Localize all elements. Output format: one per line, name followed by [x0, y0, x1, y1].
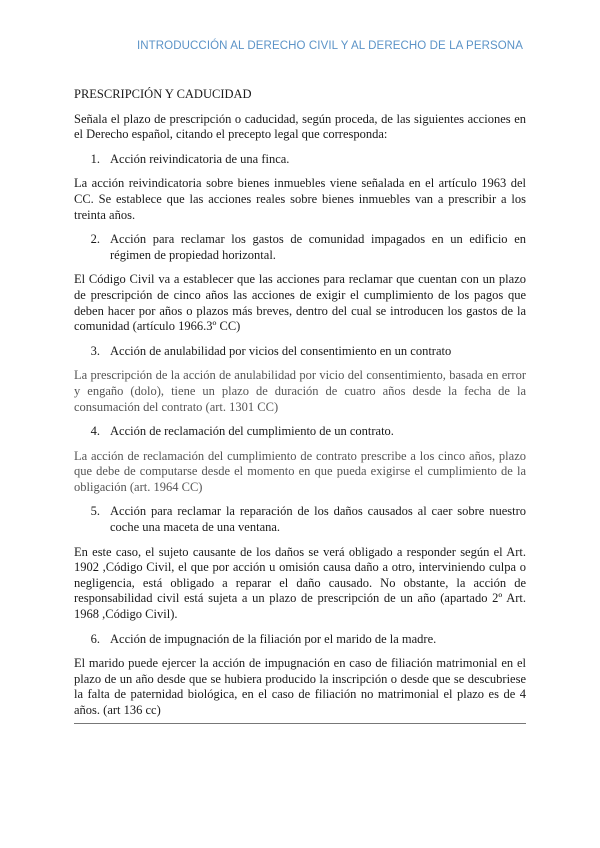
question-number: 1. — [90, 151, 100, 166]
question-number: 2. — [90, 232, 100, 247]
answer-1: La acción reivindicatoria sobre bienes inmuebles viene señalada en el artículo 1963 del CC. Se establece que las acciones reales sobre bienes inmuebles van a prescribir a los treinta años. — [74, 176, 526, 222]
question-text: Acción de anulabilidad por vicios del consentimiento en un contrato — [110, 343, 452, 358]
section-title: PRESCRIPCIÓN Y CADUCIDAD — [74, 87, 252, 101]
question-text: Acción de impugnación de la filiación por el marido de la madre. — [110, 631, 437, 646]
answer-5: En este caso, el sujeto causante de los daños se verá obligado a responder según el Art. 1902 ,Código Civil, el que por acción u omisión causa daño a otro, interviniendo culpa o negligencia, está obligado a reparar el daño causado. No obstante, la acción de responsabilidad civil está sujeta a un plazo de prescripción de un año (apartado 2º Art. 1968 ,Código Civil). — [74, 544, 526, 622]
question-number: 4. — [90, 424, 100, 439]
question-1 — [74, 152, 526, 168]
question-text: Acción de reclamación del cumplimiento de un contrato. — [110, 424, 394, 439]
question-4 — [74, 424, 526, 440]
intro-paragraph: Señala el plazo de prescripción o caducidad, según proceda, de las siguientes acciones en el Derecho español, citando el precepto legal que corresponda: — [74, 111, 526, 142]
question-number: 6. — [90, 631, 100, 646]
question-3 — [74, 344, 526, 360]
answer-4: La acción de reclamación del cumplimiento de contrato prescribe a los cinco años, plazo que debe de computarse desde el momento en que pueda exigirse el cumplimiento de la obligación (art. 1964 CC) — [74, 448, 526, 494]
answer-6: El marido puede ejercer la acción de impugnación en caso de filiación matrimonial en el plazo de un año desde que se hubiera producido la inscripción o desde que se descubriese la falta de paternidad biológica, en el caso de filiación no matrimonial el plazo es de 4 años. (art 136 cc) — [74, 656, 526, 717]
question-text: Acción reivindicatoria de una finca. — [110, 151, 290, 166]
running-header: INTRODUCCIÓN AL DERECHO CIVIL Y AL DERECHO DE LA PERSONA — [136, 40, 523, 52]
answer-2: El Código Civil va a establecer que las acciones para reclamar que cuentan con un plazo de prescripción de cinco años las acciones de exigir el cumplimiento de los pagos que deben hacer por años o plazos más breves, dentro del cual se introducen los gastos de la comunidad (artículo 1966.3º CC) — [74, 272, 526, 334]
question-text: Acción para reclamar los gastos de comunidad impagados en un edificio en régimen de propiedad horizontal. — [110, 232, 526, 262]
answer-3: La prescripción de la acción de anulabilidad por vicio del consentimiento, basada en error y engaño (dolo), tiene un plazo de duración de cuatro años desde la fecha de la consumación del contrato (art. 1301 CC) — [74, 368, 526, 414]
question-2 — [74, 232, 526, 263]
question-text: Acción para reclamar la reparación de los daños causados al caer sobre nuestro coche una maceta de una ventana. — [110, 504, 526, 535]
question-5 — [74, 504, 526, 535]
document-body — [74, 87, 526, 728]
question-number: 3. — [90, 343, 100, 358]
footer-divider — [74, 723, 526, 724]
question-number: 5. — [90, 504, 100, 519]
question-6 — [74, 632, 526, 648]
